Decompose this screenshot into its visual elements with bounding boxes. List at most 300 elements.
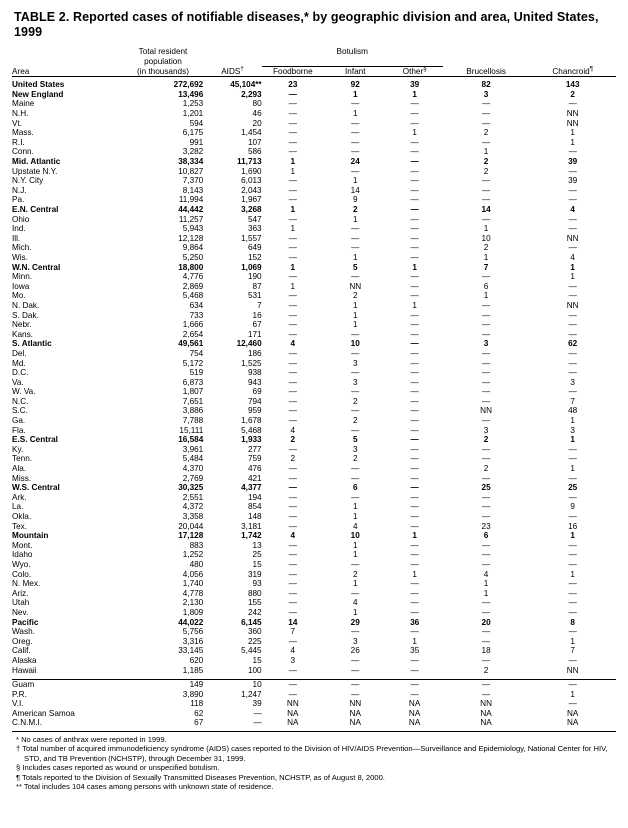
row-area-label: V.I. <box>12 699 24 709</box>
cell-aids: 186 <box>247 348 262 358</box>
table-row <box>12 646 616 656</box>
cell-infant: 1 <box>352 512 358 521</box>
row-area-label: Minn. <box>12 272 33 282</box>
cell-foodborne: — <box>288 680 297 690</box>
cell-foodborne: — <box>288 473 297 483</box>
cell-infant: 3 <box>352 636 358 646</box>
cell-chancroid: — <box>568 99 577 109</box>
footnote-2: § Includes cases reported as wound or unspecified botulism. <box>16 763 220 773</box>
cell-brucellosis: — <box>481 310 491 320</box>
cell-aids: 242 <box>247 607 262 617</box>
table-row <box>12 176 616 186</box>
cell-population: 991 <box>189 137 204 147</box>
table-row <box>12 589 616 599</box>
cell-foodborne: — <box>288 243 297 253</box>
cell-infant: NN <box>349 281 362 291</box>
row-area-label: Utah <box>12 598 30 608</box>
cell-population: 20,044 <box>178 521 204 531</box>
cell-population: 49,561 <box>178 339 204 349</box>
cell-aids: 80 <box>252 99 262 109</box>
cell-foodborne: — <box>288 320 297 330</box>
cell-aids: 4,377 <box>241 483 262 493</box>
cell-infant: 1 <box>352 550 358 560</box>
cell-brucellosis: 14 <box>481 205 491 214</box>
cell-foodborne: — <box>288 99 297 109</box>
row-area-label: W. Va. <box>12 387 36 397</box>
cell-chancroid: — <box>568 579 577 589</box>
cell-other: NA <box>408 718 421 728</box>
table-row <box>12 272 616 282</box>
page-title: TABLE 2. Reported cases of notifiable diseases,* by geographic division and area, United States, 1999 <box>14 10 599 39</box>
row-area-label: N. Mex. <box>12 579 41 589</box>
cell-foodborne: 1 <box>290 281 296 291</box>
cell-population: 4,776 <box>182 272 204 282</box>
row-area-label: Tex. <box>12 521 28 531</box>
cell-aids: 69 <box>252 387 262 397</box>
cell-foodborne: 1 <box>290 205 296 214</box>
table-row <box>12 474 616 484</box>
table-bottom-rule <box>12 728 616 732</box>
table-row <box>12 454 616 464</box>
cell-population: 10,827 <box>178 166 204 176</box>
cell-foodborne: — <box>288 377 297 387</box>
cell-other: — <box>410 406 419 416</box>
cell-foodborne: 4 <box>290 425 296 435</box>
cell-brucellosis: — <box>481 540 491 550</box>
cell-other: — <box>410 224 419 234</box>
cell-chancroid: 3 <box>570 377 575 387</box>
cell-other: — <box>410 252 419 262</box>
row-area-label: Ky. <box>12 444 24 454</box>
cell-population: 594 <box>189 118 204 128</box>
cell-infant: 10 <box>350 339 360 349</box>
cell-brucellosis: — <box>481 377 491 387</box>
cell-other: 1 <box>412 89 417 99</box>
cell-foodborne: — <box>288 147 297 157</box>
cell-aids: 277 <box>247 444 262 454</box>
cell-brucellosis: — <box>481 512 491 521</box>
cell-population: 1,252 <box>182 550 204 560</box>
cell-chancroid: — <box>568 185 577 195</box>
cell-population: 12,128 <box>178 233 204 243</box>
row-area-label: Nev. <box>12 607 29 617</box>
cell-other: 1 <box>412 128 417 138</box>
row-area-label: Ohio <box>12 214 30 224</box>
cell-chancroid: — <box>568 320 577 330</box>
cell-infant: 5 <box>352 435 358 445</box>
cell-population: 2,769 <box>182 473 204 483</box>
cell-other: — <box>410 689 419 699</box>
cell-foodborne: — <box>288 396 297 406</box>
cell-population: 11,994 <box>178 195 204 205</box>
cell-aids: 87 <box>252 281 262 291</box>
cell-brucellosis: NN <box>480 406 492 416</box>
cell-infant: — <box>351 627 360 637</box>
cell-foodborne: 4 <box>290 646 296 656</box>
row-area-label: Va. <box>12 377 24 387</box>
cell-chancroid: 39 <box>568 157 578 167</box>
cell-infant: 1 <box>352 607 358 617</box>
cell-foodborne: 23 <box>288 80 298 90</box>
cell-aids: 943 <box>247 377 262 387</box>
cell-foodborne: 7 <box>290 627 296 637</box>
cell-chancroid: — <box>568 358 577 368</box>
cell-population: 272,692 <box>173 80 204 90</box>
cell-infant: — <box>351 406 360 416</box>
cell-population: 7,788 <box>182 416 204 426</box>
footnote-4: ** Total includes 104 cases among persons with unknown state of residence. <box>16 782 274 792</box>
cell-foodborne: 1 <box>290 166 296 176</box>
row-area-label: N.C. <box>12 396 29 406</box>
cell-population: 1,740 <box>182 579 204 589</box>
cell-chancroid: 1 <box>570 272 575 282</box>
header-area: Area <box>12 66 30 76</box>
cell-foodborne: 2 <box>290 435 296 445</box>
cell-infant: NA <box>349 708 361 718</box>
cell-brucellosis: — <box>481 627 491 637</box>
table-row <box>12 99 616 109</box>
cell-infant: 1 <box>352 579 358 589</box>
cell-population: 3,961 <box>182 444 204 454</box>
row-area-label: S.C. <box>12 406 28 416</box>
cell-chancroid: 16 <box>568 521 578 531</box>
cell-brucellosis: — <box>481 137 491 147</box>
row-area-label: Pacific <box>12 617 39 627</box>
cell-infant: 4 <box>352 598 358 608</box>
footnote-0: * No cases of anthrax were reported in 1999. <box>16 735 167 745</box>
table-row <box>12 464 616 474</box>
cell-foodborne: — <box>288 358 297 368</box>
cell-other: — <box>410 272 419 282</box>
cell-chancroid: — <box>568 368 577 378</box>
cell-other: — <box>410 291 419 301</box>
table-row <box>12 243 616 253</box>
cell-population: 3,316 <box>182 636 204 646</box>
cell-other: — <box>410 118 419 128</box>
cell-chancroid: NN <box>566 118 579 128</box>
row-area-label: United States <box>12 80 65 90</box>
cell-brucellosis: — <box>481 598 491 608</box>
cell-infant: 2 <box>352 416 358 426</box>
row-area-label: Mass. <box>12 128 34 138</box>
cell-aids: 1,967 <box>241 195 262 205</box>
cell-population: 4,370 <box>182 464 204 474</box>
table-row <box>12 570 616 580</box>
notifiable-diseases-table <box>12 47 616 732</box>
cell-brucellosis: 4 <box>483 569 489 579</box>
row-area-label: Calif. <box>12 646 31 656</box>
cell-chancroid: — <box>568 329 577 339</box>
cell-chancroid: — <box>568 387 577 397</box>
cell-infant: 29 <box>350 617 360 627</box>
cell-aids: 547 <box>247 214 262 224</box>
cell-foodborne: — <box>288 464 297 474</box>
row-area-label: E.S. Central <box>12 435 58 445</box>
cell-other: — <box>410 137 419 147</box>
cell-infant: 1 <box>352 320 358 330</box>
cell-chancroid: NA <box>566 708 579 718</box>
row-area-label: Ark. <box>12 492 27 502</box>
table-row <box>12 598 616 608</box>
row-area-label: Okla. <box>12 512 32 521</box>
row-area-label: Nebr. <box>12 320 32 330</box>
table-row <box>12 186 616 196</box>
cell-aids: 319 <box>247 569 262 579</box>
cell-other: — <box>410 185 419 195</box>
table-row <box>12 195 616 205</box>
cell-foodborne: — <box>288 109 297 119</box>
row-area-label: Guam <box>12 680 35 690</box>
botulism-group-rule <box>262 57 443 67</box>
cell-chancroid: 2 <box>570 89 575 99</box>
cell-other: — <box>410 109 419 119</box>
cell-other: — <box>410 387 419 397</box>
row-area-label: Mountain <box>12 531 49 541</box>
table-row <box>12 550 616 560</box>
cell-aids: — <box>253 718 262 728</box>
cell-infant: — <box>351 233 360 243</box>
cell-infant: — <box>351 425 360 435</box>
cell-brucellosis: 10 <box>481 233 491 243</box>
cell-population: 4,778 <box>182 588 204 598</box>
cell-foodborne: — <box>288 492 297 502</box>
table-row <box>12 483 616 493</box>
cell-brucellosis: 18 <box>481 646 491 656</box>
cell-infant: — <box>351 473 360 483</box>
cell-other: — <box>410 166 419 176</box>
table-row <box>12 282 616 292</box>
cell-population: 3,890 <box>182 689 204 699</box>
cell-population: 1,185 <box>182 665 204 675</box>
cell-brucellosis: — <box>481 329 491 339</box>
cell-population: 118 <box>190 699 204 709</box>
cell-population: 620 <box>189 655 204 665</box>
cell-brucellosis: — <box>481 185 491 195</box>
cell-other: — <box>410 425 419 435</box>
cell-other: 1 <box>412 569 417 579</box>
table-row <box>12 718 616 728</box>
cell-infant: — <box>351 348 360 358</box>
cell-other: NA <box>408 708 421 718</box>
cell-population: 5,468 <box>182 291 204 301</box>
cell-foodborne: NA <box>287 708 299 718</box>
cell-population: 5,172 <box>182 358 204 368</box>
cell-population: 44,442 <box>178 205 204 214</box>
cell-population: 519 <box>189 368 204 378</box>
cell-brucellosis: — <box>481 492 491 502</box>
cell-chancroid: 143 <box>565 80 580 90</box>
cell-infant: 1 <box>352 176 358 186</box>
row-area-label: Hawaii <box>12 665 37 675</box>
table-header <box>12 47 616 77</box>
cell-aids: 100 <box>247 665 262 675</box>
cell-population: 16,584 <box>178 435 204 445</box>
row-area-label: Conn. <box>12 147 34 157</box>
row-area-label: D.C. <box>12 368 29 378</box>
cell-other: 36 <box>410 617 420 627</box>
cell-aids: 1,525 <box>241 358 262 368</box>
cell-brucellosis: 3 <box>483 89 489 99</box>
cell-infant: 1 <box>352 310 358 320</box>
cell-infant: NN <box>349 699 362 709</box>
cell-aids: 3,181 <box>241 521 262 531</box>
cell-population: 733 <box>189 310 204 320</box>
cell-chancroid: 62 <box>568 339 578 349</box>
header-total-resident-1: Total resident <box>138 47 188 56</box>
cell-population: 7,370 <box>182 176 204 186</box>
cell-aids: 67 <box>252 320 262 330</box>
cell-population: 3,886 <box>182 406 204 416</box>
table-row <box>12 263 616 273</box>
table-row <box>12 215 616 225</box>
cell-brucellosis: — <box>481 444 491 454</box>
cell-chancroid: — <box>568 243 577 253</box>
cell-infant: — <box>351 243 360 253</box>
row-area-label: N.H. <box>12 109 29 119</box>
row-area-label: Del. <box>12 348 27 358</box>
cell-other: — <box>410 579 419 589</box>
cell-infant: 1 <box>352 540 358 550</box>
cell-population: 13,496 <box>178 89 204 99</box>
cell-population: 754 <box>189 348 204 358</box>
row-area-label: New England <box>12 89 64 99</box>
cell-aids: 10 <box>252 680 262 690</box>
header-row-group <box>12 47 616 57</box>
cell-foodborne: — <box>288 185 297 195</box>
cell-foodborne: NA <box>287 718 299 728</box>
cell-brucellosis: NA <box>480 708 492 718</box>
row-area-label: C.N.M.I. <box>12 718 43 728</box>
cell-brucellosis: 1 <box>483 224 489 234</box>
cell-brucellosis: — <box>481 300 491 310</box>
cell-brucellosis: — <box>481 559 491 569</box>
cell-brucellosis: 1 <box>483 252 489 262</box>
cell-infant: — <box>351 118 360 128</box>
cell-foodborne: — <box>288 636 297 646</box>
cell-aids: 363 <box>247 224 262 234</box>
cell-aids: 476 <box>247 464 262 474</box>
cell-population: 18,800 <box>178 262 204 272</box>
cell-population: 3,358 <box>182 512 204 521</box>
cell-infant: 5 <box>352 262 358 272</box>
cell-foodborne: — <box>288 540 297 550</box>
cell-chancroid: 9 <box>570 502 575 512</box>
cell-foodborne: — <box>288 512 297 521</box>
cell-chancroid: 1 <box>570 137 575 147</box>
cell-brucellosis: 6 <box>483 281 489 291</box>
table-row <box>12 690 616 700</box>
cell-population: 17,128 <box>178 531 204 541</box>
table-row <box>12 560 616 570</box>
cell-chancroid: 1 <box>570 531 575 541</box>
table-row <box>12 502 616 512</box>
table-row <box>12 493 616 503</box>
cell-chancroid: — <box>568 607 577 617</box>
cell-brucellosis: — <box>481 473 491 483</box>
cell-chancroid: 25 <box>568 483 578 493</box>
cell-infant: — <box>351 387 360 397</box>
cell-foodborne: 1 <box>290 262 296 272</box>
row-area-label: N.J. <box>12 185 27 195</box>
cell-brucellosis: — <box>481 607 491 617</box>
row-area-label: N.Y. City <box>12 176 44 186</box>
cell-foodborne: — <box>288 300 297 310</box>
cell-infant: — <box>351 329 360 339</box>
cell-brucellosis: 2 <box>483 464 489 474</box>
row-area-label: Upstate N.Y. <box>12 166 58 176</box>
cell-chancroid: — <box>568 550 577 560</box>
header-botulism-group: Botulism <box>336 47 368 56</box>
cell-chancroid: — <box>568 699 577 709</box>
cell-chancroid: — <box>568 655 577 665</box>
cell-infant: 1 <box>352 89 358 99</box>
cell-other: — <box>410 157 419 167</box>
cell-chancroid: — <box>568 454 577 464</box>
cell-brucellosis: 1 <box>483 579 489 589</box>
cell-brucellosis: 2 <box>483 435 489 445</box>
cell-infant: 6 <box>352 483 358 493</box>
row-area-label: Vt. <box>12 118 23 128</box>
cell-chancroid: 1 <box>570 416 575 426</box>
row-area-label: W.N. Central <box>12 262 61 272</box>
cell-infant: — <box>351 559 360 569</box>
cell-aids: 531 <box>247 291 262 301</box>
row-area-label: La. <box>12 502 24 512</box>
cell-aids: 1,742 <box>241 531 262 541</box>
cell-chancroid: — <box>568 680 577 690</box>
cell-infant: 14 <box>350 185 360 195</box>
cell-other: — <box>410 176 419 186</box>
cell-foodborne: — <box>288 665 297 675</box>
cell-aids: 854 <box>247 502 262 512</box>
row-area-label: Md. <box>12 358 26 368</box>
cell-population: 6,175 <box>182 128 204 138</box>
row-area-label: Wyo. <box>12 559 31 569</box>
cell-chancroid: — <box>568 166 577 176</box>
table-row <box>12 387 616 397</box>
table-row <box>12 138 616 148</box>
footnote-3: ¶ Totals reported to the Division of Sexually Transmitted Diseases Prevention, NCHSTP, as of August 8, 2000. <box>16 772 385 782</box>
cell-aids: 1,454 <box>241 128 262 138</box>
cell-foodborne: — <box>288 118 297 128</box>
cell-chancroid: 1 <box>570 435 575 445</box>
cell-chancroid: 39 <box>568 176 578 186</box>
table-row <box>12 627 616 637</box>
cell-brucellosis: — <box>481 358 491 368</box>
table-row <box>12 147 616 157</box>
table-row <box>12 709 616 719</box>
table-row <box>12 320 616 330</box>
cell-foodborne: — <box>288 689 297 699</box>
row-area-label: Pa. <box>12 195 25 205</box>
table-row <box>12 368 616 378</box>
cell-infant: 1 <box>352 109 358 119</box>
cell-aids: 959 <box>247 406 262 416</box>
cell-foodborne: 4 <box>290 531 296 541</box>
cell-chancroid: 7 <box>570 396 575 406</box>
cell-infant: 26 <box>350 646 360 656</box>
table-row <box>12 234 616 244</box>
header-other: Other§ <box>402 65 427 76</box>
cell-other: — <box>410 205 419 214</box>
cell-population: 1,666 <box>182 320 204 330</box>
cell-foodborne: — <box>288 368 297 378</box>
cell-brucellosis: — <box>481 416 491 426</box>
table-row <box>12 522 616 532</box>
cell-aids: 190 <box>247 272 262 282</box>
cell-infant: 2 <box>352 396 358 406</box>
cell-brucellosis: 2 <box>483 243 489 253</box>
